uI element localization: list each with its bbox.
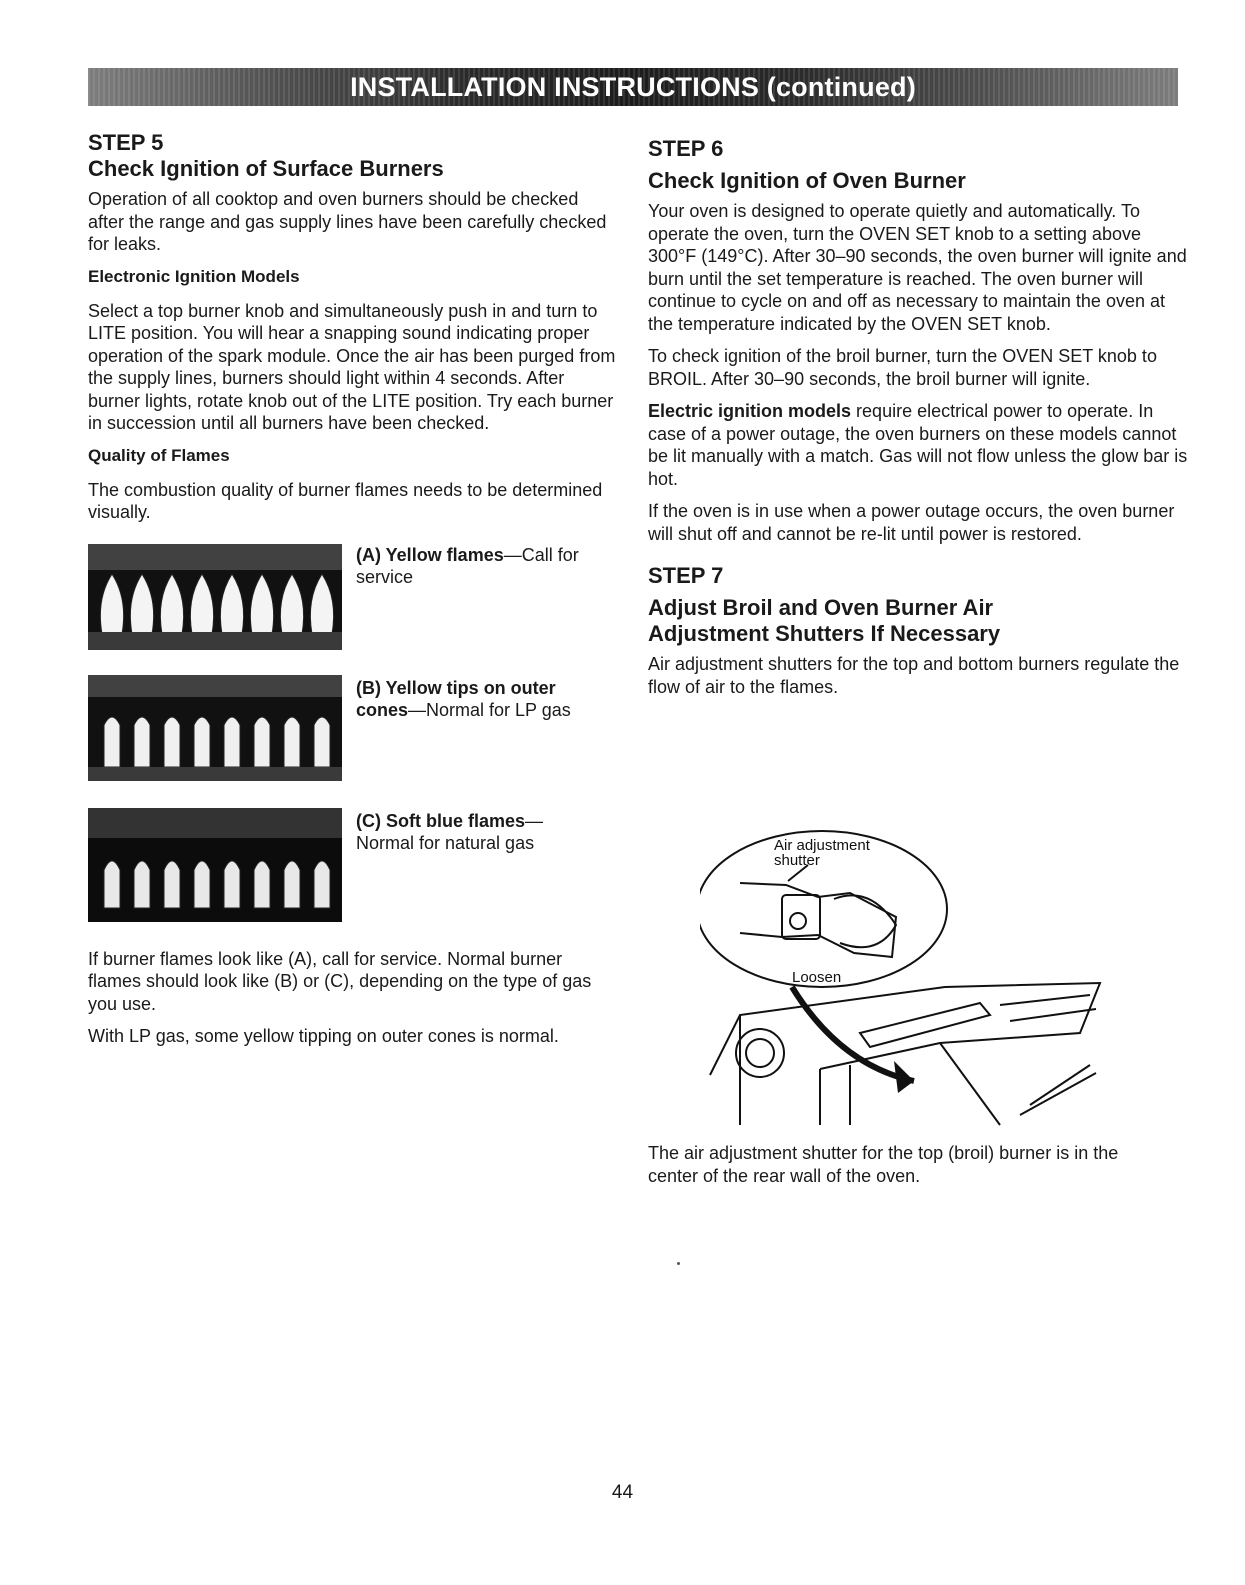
electric-ignition-text: require electrical power to operate. In case of a power outage, the oven burners on these models cannot be lit manually with a match. Gas will not flow unless the glow bar is hot. xyxy=(648,401,1188,489)
step6-title: Check Ignition of Oven Burner xyxy=(648,168,966,193)
quality-of-flames-heading: Quality of Flames xyxy=(88,445,230,465)
step7-title-line1: Adjust Broil and Oven Burner Air xyxy=(648,595,994,620)
step6-para1: Your oven is designed to operate quietly and automatically. To operate the oven, turn the OVEN SET knob to a setting above 300°F (149°C). After 30–90 seconds, the oven burner will ignite and burn until the set temperature is reached. The oven burner will continue to cycle on and off as necessary to maintain the oven at the temperature indicated by the OVEN SET knob. xyxy=(648,201,1187,334)
diagram-caption: The air adjustment shutter for the top (broil) burner is in the center of the rear wall of the oven. xyxy=(648,1143,1119,1186)
step6-number: STEP 6 xyxy=(648,136,724,161)
section-title: INSTALLATION INSTRUCTIONS (continued) xyxy=(350,71,916,102)
step6-7-column xyxy=(648,130,1188,708)
step7-title-line2: Adjustment Shutters If Necessary xyxy=(648,621,1001,646)
flame-c-desc: — Normal for natural gas xyxy=(356,810,544,853)
loosen-label: Loosen xyxy=(792,969,842,986)
step5-after-text-2: With LP gas, some yellow tipping on outer cones is normal. xyxy=(88,1026,559,1046)
step6-para3 xyxy=(648,400,1188,490)
step7-title xyxy=(648,595,1188,647)
electric-ignition-label: Electric ignition models xyxy=(648,401,852,421)
flame-c-caption xyxy=(356,810,596,855)
yellow-flames-image xyxy=(88,544,342,650)
flame-a-label: (A) Yellow flames xyxy=(356,544,504,565)
page-number: 44 xyxy=(611,1482,634,1503)
step7-intro: Air adjustment shutters for the top and bottom burners regulate the flow of air to the flames. xyxy=(648,654,1180,697)
step5-intro: Operation of all cooktop and oven burners should be checked after the range and gas supply lines have been carefully checked for leaks. xyxy=(88,189,607,254)
air-shutter-diagram xyxy=(700,825,1105,1135)
flame-b-label: (B) Yellow tips on outer cones xyxy=(356,677,556,720)
flame-b-desc: —Normal for LP gas xyxy=(408,700,571,720)
step5-column xyxy=(88,130,618,1058)
step5-after-text-1: If burner flames look like (A), call for service. Normal burner flames should look like (B) or (C), depending on the type of gas you use. xyxy=(88,948,592,1014)
shutter-label: shutter xyxy=(774,852,820,869)
flame-a-caption xyxy=(356,544,596,589)
quality-of-flames-text: The combustion quality of burner flames needs to be determined visually. xyxy=(88,479,603,522)
stray-mark xyxy=(677,1262,680,1265)
flame-row-b xyxy=(88,675,618,808)
yellow-tips-flames-image xyxy=(88,675,342,781)
step6-para4: If the oven is in use when a power outage occurs, the oven burner will shut off and cannot be re-lit until power is restored. xyxy=(648,501,1175,544)
electronic-ignition-heading: Electronic Ignition Models xyxy=(88,266,300,286)
soft-blue-flames-image xyxy=(88,808,342,922)
section-banner xyxy=(88,68,1178,106)
step5-title: Check Ignition of Surface Burners xyxy=(88,156,444,181)
step6-para2: To check ignition of the broil burner, turn the OVEN SET knob to BROIL. After 30–90 seconds, the broil burner will ignite. xyxy=(648,346,1157,389)
flame-row-a xyxy=(88,542,618,675)
air-adjustment-label: Air adjustment xyxy=(774,837,870,854)
flame-row-c xyxy=(88,808,618,948)
flame-b-caption xyxy=(356,677,596,722)
step5-number: STEP 5 xyxy=(88,130,164,155)
flame-a-desc: —Call for service xyxy=(356,544,579,587)
step7-number: STEP 7 xyxy=(648,563,724,588)
electronic-ignition-text: Select a top burner knob and simultaneously push in and turn to LITE position. You will hear a snapping sound indicating proper operation of the spark module. Once the air has been purged from the supply lines, burners should light within 4 seconds. After burner lights, rotate knob out of the LITE position. Try each burner in succession until all burners have been checked. xyxy=(88,300,616,433)
flame-c-label: (C) Soft blue flames xyxy=(356,810,526,831)
